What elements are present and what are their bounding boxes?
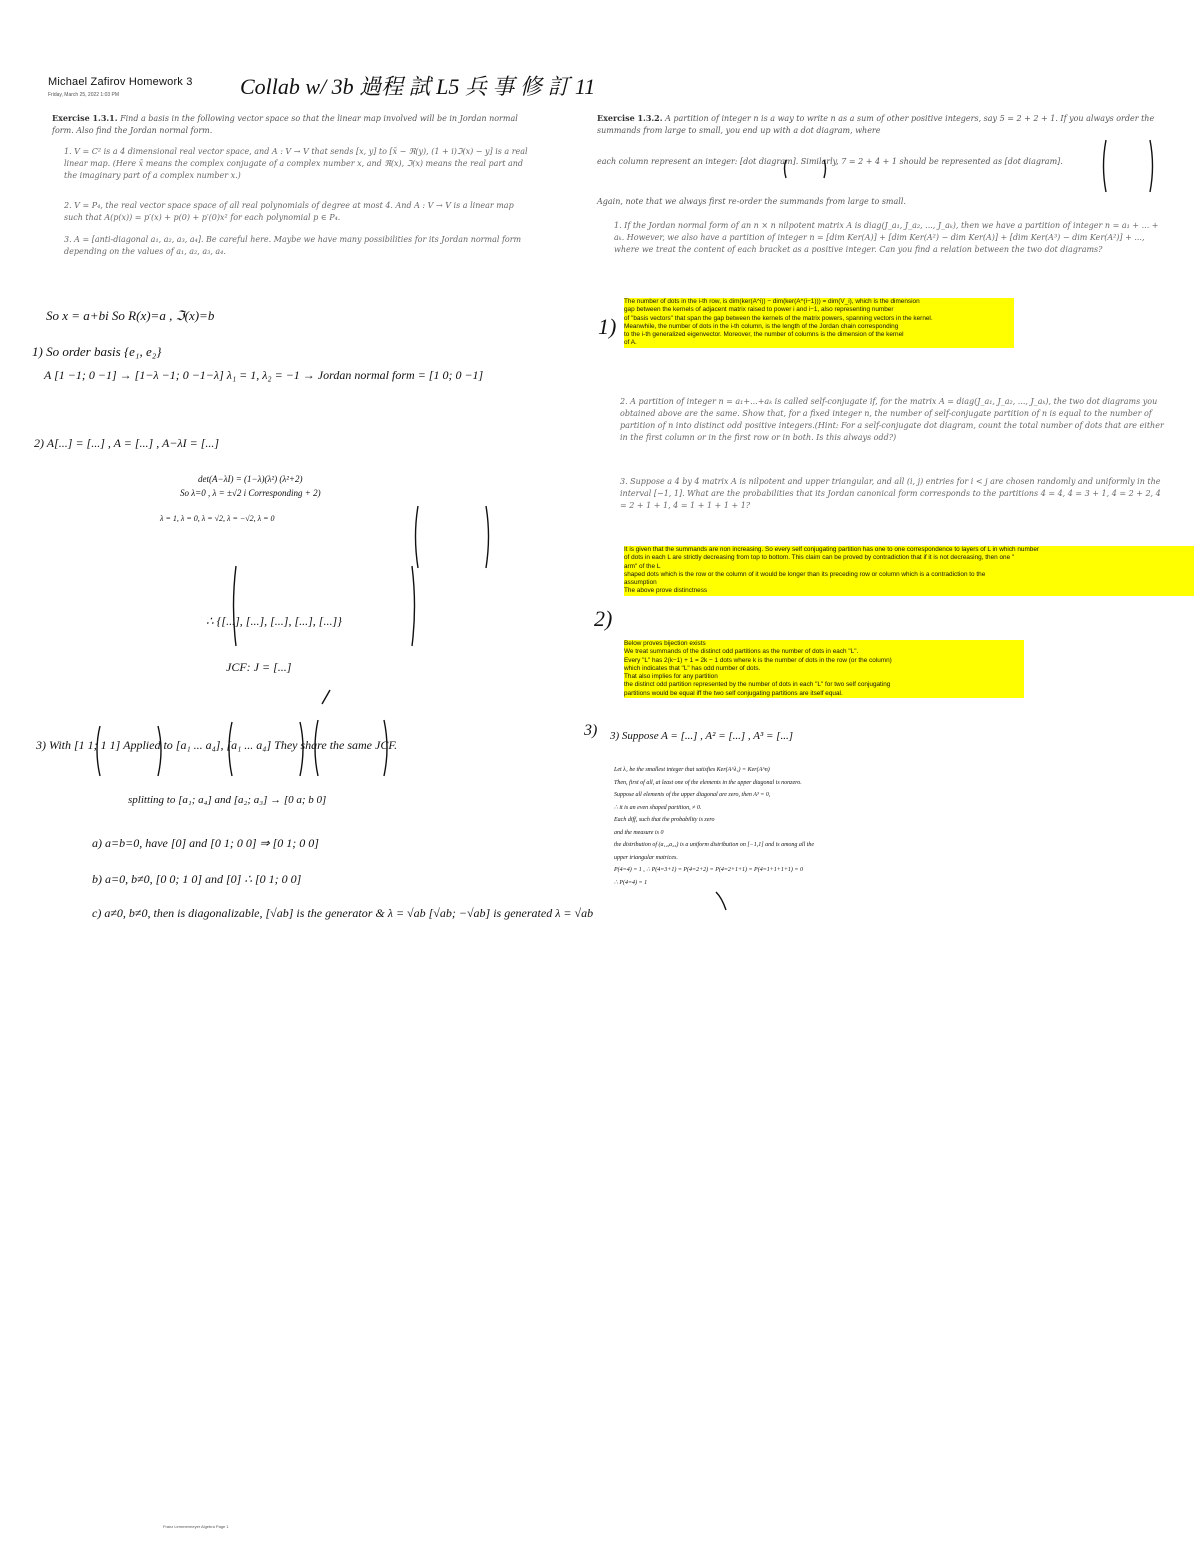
bracket-stroke — [1104, 140, 1107, 192]
bracket-stroke — [416, 506, 419, 568]
handwritten-line-2: 1) So order basis {e₁, e₂} — [32, 344, 162, 359]
answer-1-line: to the i-th generalized eigenvector. Moreover, the number of columns is the dimension of the kernel — [624, 331, 904, 339]
answer-2-line: The above prove distinctness — [624, 587, 708, 595]
bracket-stroke — [824, 160, 826, 178]
handwritten-case-a: a) a=b=0, have [0] and [0 1; 0 0] ⇒ [0 1; 0 0] — [92, 836, 319, 850]
answer-1-label: 1) — [598, 314, 617, 339]
handwritten-line-5: det(A−λI) = (1−λ)(λ²) (λ²+2) — [198, 474, 303, 484]
answer-3-line: upper triangular matrices. — [614, 854, 678, 861]
handwritten-line-4: 2) A[...] = [...] , A = [...] , A−λI = [...] — [34, 436, 220, 450]
handwritten-line-6: So λ=0 , λ = ±√2 i Corresponding + 2) — [180, 488, 321, 498]
answer-3-line: Each diff, such that the probability is zero — [614, 817, 715, 823]
answer-1-line: of A. — [624, 339, 637, 347]
answer-1-line: Meanwhile, the number of dots in the i-th column, is the length of the Jordan chain corresponding — [624, 322, 899, 330]
collab-note: Collab w/ 3b 過程 試 L5 兵 事 修 訂 11 — [240, 74, 596, 99]
question-3: 3. Suppose a 4 by 4 matrix A is nilpotent and upper triangular, and all (i, j) entries for i < j are chosen randomly and uniformly in the interval [−1, 1]. What are the probabilities that its Jordan canonical form corresponds to the partitions 4 = 4, 4 = 3 + 1, 4 = 2 + 2, 4 = 2 + 1 + 1, 4 = 1 + 1 + 1 + 1? — [620, 477, 1161, 510]
handwritten-line-3: A [1 −1; 0 −1] → [1−λ −1; 0 −1−λ] λ₁ = 1, λ₂ = −1 → Jordan normal form = [1 0; 0 −1] — [44, 368, 484, 382]
answer-2-line: That also implies for any partition — [624, 673, 718, 681]
bracket-stroke — [716, 892, 726, 910]
answer-3-line: ∴ it is an even shaped partition, ≠ 0. — [614, 804, 702, 811]
exercise-text-2a: A partition of integer n is a way to write n as a sum of other positive integers, say 5 = 2 + 2 + 1. If you always order the summands from large to small, you end up with a dot diagram, where — [597, 114, 1155, 135]
bracket-stroke — [486, 506, 489, 568]
handwritten-line-10: 3) With [1 1; 1 1] Applied to [a₁ ... a₄], [a₁ ... a₄] They share the same JCF. — [36, 738, 398, 752]
timestamp: Friday, March 25, 2022 1:03 PM — [48, 92, 120, 98]
answer-3-line: Then, first of all, at least one of the elements in the upper diagonal is nonzero. — [614, 779, 802, 786]
exercise-item-2: 2. V = P₄, the real vector space space of all real polynomials of degree at most 4. And A : V → V is a linear map such that A(p(x)) = p′(x) + p(0) + p′(0)x² for each polynomial p ∈ P₄. — [64, 201, 514, 222]
answer-1-line: of "basis vectors" that span the gap between the kernels of the matrix powers, spanning vectors in the kernel. — [624, 314, 933, 322]
answer-2-line: of dots in each L are strictly decreasing from top to bottom. This claim can be proved by contradiction that if it is not decreasing, then one " — [624, 554, 1015, 562]
handwritten-line-7: λ = 1, λ = 0, λ = √2, λ = −√2, λ = 0 — [160, 514, 275, 523]
bracket-stroke — [97, 726, 100, 776]
bracket-stroke — [234, 566, 237, 646]
question-1: 1. If the Jordan normal form of an n × n nilpotent matrix A is diag(J_a₁, J_a₂, ..., J_aₖ), then we have a partition of integer n = a₁ + ... + aₖ. However, we also have a partition of integer n = [dim Ker(A)] + [dim Ker(A²) − dim Ker(A)] + [dim Ker(A³) − dim Ker(A²)] + ..., where we treat the content of each bracket as a positive integer. Can you find a relation between the two dot diagrams? — [614, 221, 1159, 254]
answer-2-line: arm" of the L — [624, 562, 661, 570]
handwritten-case-c: c) a≠0, b≠0, then is diagonalizable, [√ab] is the generator & λ = √ab [√ab; −√ab] is generated λ = √ab — [92, 906, 594, 920]
answer-2-line: We treat summands of the distinct odd partitions as the number of dots in each "L". — [624, 648, 859, 656]
answer-2-line: partitions would be equal iff the two self conjugating partitions are itself equal. — [624, 689, 843, 697]
exercise-title-2: Exercise 1.3.2. — [597, 113, 663, 123]
answer-2-line: Below proves bijection exists — [624, 640, 706, 647]
bracket-stroke — [315, 720, 318, 776]
answer-2-line: the distinct odd partition represented by the number of dots in each "L" for two self conjugating — [624, 681, 891, 689]
answer-1-line: gap between the kernels of adjacent matrix raised to power i and i−1, also representing number — [624, 306, 894, 314]
answer-2-line: which indicates that "L" has odd number of dots. — [624, 664, 761, 672]
bracket-stroke — [785, 160, 787, 178]
answer-2-line: Every "L" has 2(k−1) + 1 = 2k − 1 dots where k is the number of dots in the row (or the column) — [624, 656, 892, 664]
answer-3-line: P(4=4) = 1 , ∴ P(4=3+1) = P(4=2+2) = P(4=2+1+1) = P(4=1+1+1+1) = 0 — [614, 867, 803, 873]
handwritten-line-11: splitting to [a₁; a₄] and [a₂; a₃] → [0 a; b 0] — [128, 794, 327, 806]
answer-3-label: 3) — [584, 722, 598, 739]
answer-3-line: Suppose all elements of the upper diagonal are zero, then A³ = 0, — [614, 792, 771, 798]
exercise-item-1: 1. V = C² is a 4 dimensional real vector space, and A : V → V that sends [x, y] to [x̄ − ℜ(y), (1 + i)ℑ(x) − y] is a real linear map. (Here x̄ means the complex conjugate of a complex number x, and ℜ(x), ℑ(x) means the real part and the imaginary part of a complex number x.) — [64, 147, 528, 180]
exercise-title: Exercise 1.3.1. — [52, 113, 118, 123]
exercise-text-2c: Again, note that we always first re-order the summands from large to small. — [597, 197, 906, 206]
answer-3-line: the distribution of (a₁₂,a₂₃) is a uniform distribution on [−1,1] and is among all the — [614, 842, 815, 848]
handwritten-line-8: ∴ {[...], [...], [...], [...], [...]} — [206, 614, 342, 628]
handwritten-case-b: b) a=0, b≠0, [0 0; 1 0] and [0] ∴ [0 1; 0 0] — [92, 872, 302, 886]
answer-2-line: It is given that the summands are non increasing. So every self conjugating partition has one to one correspondence to layers of L in which number — [624, 546, 1040, 553]
answer-2-line: shaped dots which is the row or the column of it would be longer than its preceding row or column which is a contradiction to the — [624, 570, 986, 578]
bracket-stroke — [300, 722, 303, 776]
handwritten-line-9: JCF: J = [...] — [226, 660, 292, 674]
bracket-stroke — [1150, 140, 1153, 192]
handwritten-line-1: So x = a+bi So R(x)=a , ℑ(x)=b — [46, 308, 215, 323]
answer-3-line: Let λ₁ be the smallest integer that satisfies Ker(A^λ₁) = Ker(A^n) — [614, 767, 770, 773]
exercise-text: Find a basis in the following vector space so that the linear map involved will be in Jordan normal form. Also find the Jordan normal form. — [52, 114, 518, 135]
answer-2-line: assumption — [624, 579, 657, 587]
exercise-item-3: 3. A = [anti-diagonal a₁, a₂, a₃, a₄]. Be careful here. Maybe we have many possibilities for its Jordan normal form depending on the values of a₁, a₂, a₃, a₄. — [64, 235, 522, 256]
footer: Franz Lemmermeyer Algebra Page 1 — [163, 1524, 229, 1529]
answer-2-label: 2) — [594, 606, 613, 631]
answer-1-line: The number of dots in the i-th row, is dim(ker(A^i)) − dim(ker(A^(i−1))) = dim(V_i), which is the dimension — [624, 298, 920, 305]
answer-3-line: ∴ P(4=4) = 1 — [614, 879, 648, 886]
bracket-stroke — [322, 690, 330, 704]
bracket-stroke — [384, 720, 387, 776]
question-2: 2. A partition of integer n = a₁+...+aₖ is called self-conjugate if, for the matrix A = diag(J_a₁, J_a₂, ..., J_aₖ), the two dot diagrams you obtained above are the same. Show that, for a fixed integer n, the number of self-conjugate partition of n is equal to the number of partition of n into distinct odd positive integers.(Hint: For a self-conjugate dot diagram, count the total number of dots that are either in the first column or in the first row or in both. Is this always odd?) — [620, 397, 1164, 442]
bracket-stroke — [229, 722, 232, 776]
answer-3-line: and the measure is 0 — [614, 829, 664, 836]
bracket-stroke — [412, 566, 415, 646]
answer-3-matrices: 3) Suppose A = [...] , A² = [...] , A³ = [...] — [610, 730, 793, 742]
exercise-text-2b: each column represent an integer: [dot diagram]. Similarly, 7 = 2 + 4 + 1 should be represented as [dot diagram]. — [597, 157, 1063, 166]
author-title: Michael Zafirov Homework 3 — [48, 76, 193, 88]
bracket-stroke — [158, 726, 161, 776]
